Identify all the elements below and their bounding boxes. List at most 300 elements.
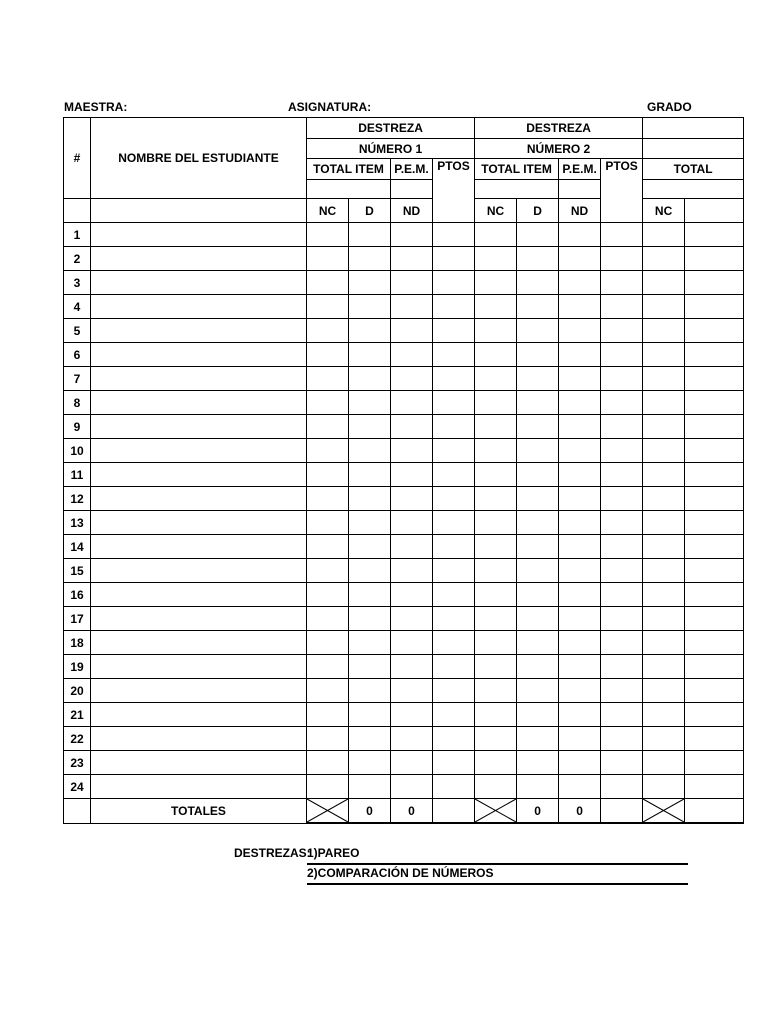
student-name-cell[interactable]: [91, 439, 307, 463]
score-cell[interactable]: [601, 487, 643, 511]
score-cell[interactable]: [307, 439, 349, 463]
score-cell[interactable]: [601, 751, 643, 775]
score-cell[interactable]: [349, 535, 391, 559]
score-cell[interactable]: [391, 607, 433, 631]
skill-2-pem-cell[interactable]: [559, 180, 601, 199]
score-cell[interactable]: [391, 439, 433, 463]
score-cell[interactable]: [559, 751, 601, 775]
score-cell[interactable]: [643, 319, 685, 343]
score-cell[interactable]: [475, 295, 517, 319]
score-cell[interactable]: [601, 463, 643, 487]
table-row: [64, 655, 744, 679]
score-cell[interactable]: [433, 463, 475, 487]
score-cell[interactable]: [307, 775, 349, 799]
score-cell[interactable]: [391, 655, 433, 679]
score-cell[interactable]: [685, 415, 744, 439]
score-cell[interactable]: [685, 727, 744, 751]
score-cell[interactable]: [601, 607, 643, 631]
score-cell[interactable]: [601, 535, 643, 559]
score-cell[interactable]: [517, 583, 559, 607]
score-cell[interactable]: [517, 391, 559, 415]
score-cell[interactable]: [643, 751, 685, 775]
score-cell[interactable]: [685, 223, 744, 247]
score-cell[interactable]: [685, 775, 744, 799]
skill-legend-item-2: 2)COMPARACIÓN DE NÚMEROS: [307, 864, 688, 885]
score-cell[interactable]: [685, 487, 744, 511]
score-cell[interactable]: [643, 583, 685, 607]
score-cell[interactable]: [643, 463, 685, 487]
score-cell[interactable]: [517, 271, 559, 295]
score-cell[interactable]: [685, 439, 744, 463]
score-cell[interactable]: [307, 535, 349, 559]
row-number: 4: [64, 295, 91, 319]
score-cell[interactable]: [433, 727, 475, 751]
grade-sheet: [63, 117, 713, 824]
score-cell[interactable]: [391, 295, 433, 319]
score-cell[interactable]: [559, 247, 601, 271]
score-cell[interactable]: [559, 535, 601, 559]
score-cell[interactable]: [391, 535, 433, 559]
score-cell[interactable]: [643, 343, 685, 367]
score-cell[interactable]: [433, 319, 475, 343]
score-cell[interactable]: [685, 463, 744, 487]
table-row: [64, 391, 744, 415]
score-cell[interactable]: [685, 703, 744, 727]
score-cell[interactable]: [349, 775, 391, 799]
score-cell[interactable]: [517, 727, 559, 751]
row-number: 1: [64, 223, 91, 247]
score-cell[interactable]: [601, 775, 643, 799]
score-cell[interactable]: [643, 487, 685, 511]
score-cell[interactable]: [685, 631, 744, 655]
score-cell[interactable]: [475, 343, 517, 367]
score-cell[interactable]: [601, 511, 643, 535]
score-cell[interactable]: [433, 295, 475, 319]
score-cell[interactable]: [391, 391, 433, 415]
score-cell[interactable]: [685, 679, 744, 703]
score-cell[interactable]: [475, 463, 517, 487]
score-cell[interactable]: [601, 295, 643, 319]
student-name-cell[interactable]: [91, 655, 307, 679]
score-cell[interactable]: [559, 343, 601, 367]
score-cell[interactable]: [559, 415, 601, 439]
score-cell[interactable]: [517, 511, 559, 535]
score-cell[interactable]: [307, 271, 349, 295]
score-cell[interactable]: [433, 559, 475, 583]
score-cell[interactable]: [391, 679, 433, 703]
student-name-cell[interactable]: [91, 535, 307, 559]
row-number: 11: [64, 463, 91, 487]
score-cell[interactable]: [685, 247, 744, 271]
student-name-cell[interactable]: [91, 271, 307, 295]
score-cell[interactable]: [601, 439, 643, 463]
score-cell[interactable]: [349, 415, 391, 439]
score-cell[interactable]: [517, 343, 559, 367]
score-cell[interactable]: [349, 631, 391, 655]
score-cell[interactable]: [475, 319, 517, 343]
score-cell[interactable]: [349, 223, 391, 247]
student-grade-table: [63, 117, 744, 824]
score-cell[interactable]: [433, 655, 475, 679]
score-cell[interactable]: [559, 775, 601, 799]
score-cell[interactable]: [475, 535, 517, 559]
score-cell[interactable]: [433, 271, 475, 295]
score-cell[interactable]: [307, 751, 349, 775]
student-name-cell[interactable]: [91, 631, 307, 655]
score-cell[interactable]: [475, 775, 517, 799]
score-cell[interactable]: [559, 391, 601, 415]
student-name-cell[interactable]: [91, 319, 307, 343]
score-cell[interactable]: [475, 751, 517, 775]
score-cell[interactable]: [475, 391, 517, 415]
score-cell[interactable]: [559, 607, 601, 631]
student-name-cell[interactable]: [91, 511, 307, 535]
score-cell[interactable]: [391, 343, 433, 367]
score-cell[interactable]: [601, 703, 643, 727]
score-cell[interactable]: [391, 631, 433, 655]
score-cell[interactable]: [391, 727, 433, 751]
table-row: [64, 511, 744, 535]
skill-2-total-item-cell[interactable]: [475, 180, 559, 199]
score-cell[interactable]: [601, 271, 643, 295]
row-number: 2: [64, 247, 91, 271]
skills-legend-label: DESTREZAS:: [234, 846, 311, 860]
score-cell[interactable]: [433, 631, 475, 655]
row-number: 24: [64, 775, 91, 799]
score-cell[interactable]: [391, 775, 433, 799]
score-cell[interactable]: [601, 679, 643, 703]
score-cell[interactable]: [391, 583, 433, 607]
score-cell[interactable]: [601, 415, 643, 439]
score-cell[interactable]: [349, 583, 391, 607]
skill-1-total-item: TOTAL ITEM: [307, 159, 391, 180]
score-cell[interactable]: [433, 703, 475, 727]
score-cell[interactable]: [601, 319, 643, 343]
score-cell[interactable]: [517, 487, 559, 511]
score-cell[interactable]: [559, 223, 601, 247]
score-cell[interactable]: [307, 391, 349, 415]
score-cell[interactable]: [559, 367, 601, 391]
score-cell[interactable]: [643, 727, 685, 751]
score-cell[interactable]: [475, 631, 517, 655]
score-cell[interactable]: [559, 463, 601, 487]
student-name-cell[interactable]: [91, 751, 307, 775]
totals-skill-1-d: 0: [349, 799, 391, 824]
maestra-label: MAESTRA:: [64, 100, 128, 114]
score-cell[interactable]: [643, 703, 685, 727]
score-cell[interactable]: [601, 727, 643, 751]
score-cell[interactable]: [517, 319, 559, 343]
score-cell[interactable]: [517, 535, 559, 559]
score-cell[interactable]: [517, 751, 559, 775]
score-cell[interactable]: [643, 607, 685, 631]
score-cell[interactable]: [475, 487, 517, 511]
score-cell[interactable]: [475, 511, 517, 535]
row-number: 16: [64, 583, 91, 607]
score-cell[interactable]: [433, 511, 475, 535]
score-cell[interactable]: [433, 583, 475, 607]
score-cell[interactable]: [391, 415, 433, 439]
student-name-cell[interactable]: [91, 223, 307, 247]
score-cell[interactable]: [391, 511, 433, 535]
score-cell[interactable]: [517, 439, 559, 463]
score-cell[interactable]: [349, 607, 391, 631]
skill-3-total: TOTAL: [643, 159, 744, 180]
skill-3-d-blank: [685, 199, 744, 223]
score-cell[interactable]: [517, 703, 559, 727]
score-cell[interactable]: [307, 415, 349, 439]
score-cell[interactable]: [349, 367, 391, 391]
score-cell[interactable]: [643, 247, 685, 271]
score-cell[interactable]: [643, 655, 685, 679]
score-cell[interactable]: [475, 367, 517, 391]
score-cell[interactable]: [517, 295, 559, 319]
score-cell[interactable]: [559, 655, 601, 679]
student-name-cell[interactable]: [91, 727, 307, 751]
score-cell[interactable]: [643, 559, 685, 583]
skill-2-d: D: [517, 199, 559, 223]
score-cell[interactable]: [349, 319, 391, 343]
score-cell[interactable]: [349, 751, 391, 775]
score-cell[interactable]: [517, 247, 559, 271]
score-cell[interactable]: [349, 391, 391, 415]
score-cell[interactable]: [559, 679, 601, 703]
score-cell[interactable]: [601, 391, 643, 415]
score-cell[interactable]: [643, 391, 685, 415]
student-name-cell[interactable]: [91, 463, 307, 487]
score-cell[interactable]: [601, 343, 643, 367]
score-cell[interactable]: [433, 247, 475, 271]
score-cell[interactable]: [391, 319, 433, 343]
student-name-cell[interactable]: [91, 343, 307, 367]
score-cell[interactable]: [475, 655, 517, 679]
score-cell[interactable]: [643, 775, 685, 799]
score-cell[interactable]: [391, 751, 433, 775]
score-cell[interactable]: [643, 271, 685, 295]
score-cell[interactable]: [601, 367, 643, 391]
score-cell[interactable]: [433, 607, 475, 631]
score-cell[interactable]: [601, 247, 643, 271]
score-cell[interactable]: [685, 583, 744, 607]
score-cell[interactable]: [391, 247, 433, 271]
student-name-cell[interactable]: [91, 775, 307, 799]
skill-legend-item-1: 1)PAREO: [307, 844, 688, 865]
score-cell[interactable]: [475, 607, 517, 631]
score-cell[interactable]: [349, 463, 391, 487]
score-cell[interactable]: [517, 775, 559, 799]
score-cell[interactable]: [475, 727, 517, 751]
score-cell[interactable]: [307, 295, 349, 319]
student-name-cell[interactable]: [91, 679, 307, 703]
score-cell[interactable]: [307, 367, 349, 391]
table-row: [64, 415, 744, 439]
score-cell[interactable]: [391, 487, 433, 511]
score-cell[interactable]: [349, 727, 391, 751]
score-cell[interactable]: [517, 367, 559, 391]
score-cell[interactable]: [643, 415, 685, 439]
skill-3-subtitle-blank: [643, 139, 744, 159]
score-cell[interactable]: [559, 583, 601, 607]
score-cell[interactable]: [307, 583, 349, 607]
skill-3-total-cell[interactable]: [643, 180, 744, 199]
score-cell[interactable]: [475, 247, 517, 271]
score-cell[interactable]: [643, 295, 685, 319]
score-cell[interactable]: [643, 535, 685, 559]
score-cell[interactable]: [685, 535, 744, 559]
score-cell[interactable]: [433, 415, 475, 439]
score-cell[interactable]: [391, 559, 433, 583]
score-cell[interactable]: [559, 319, 601, 343]
score-cell[interactable]: [601, 559, 643, 583]
score-cell[interactable]: [601, 655, 643, 679]
score-cell[interactable]: [517, 679, 559, 703]
score-cell[interactable]: [601, 631, 643, 655]
student-name-cell[interactable]: [91, 415, 307, 439]
score-cell[interactable]: [685, 559, 744, 583]
score-cell[interactable]: [601, 583, 643, 607]
score-cell[interactable]: [559, 703, 601, 727]
score-cell[interactable]: [349, 703, 391, 727]
score-cell[interactable]: [433, 751, 475, 775]
score-cell[interactable]: [307, 703, 349, 727]
student-name-cell[interactable]: [91, 607, 307, 631]
skill-1-total-item-cell[interactable]: [307, 180, 391, 199]
score-cell[interactable]: [517, 223, 559, 247]
name-header-spacer: [91, 199, 307, 223]
score-cell[interactable]: [433, 679, 475, 703]
skill-2-title: DESTREZA: [475, 118, 643, 139]
score-cell[interactable]: [349, 343, 391, 367]
score-cell[interactable]: [475, 415, 517, 439]
skill-1-ptos: PTOS: [433, 159, 475, 223]
score-cell[interactable]: [475, 223, 517, 247]
score-cell[interactable]: [517, 415, 559, 439]
score-cell[interactable]: [307, 487, 349, 511]
student-name-cell[interactable]: [91, 391, 307, 415]
score-cell[interactable]: [559, 559, 601, 583]
asignatura-label: ASIGNATURA:: [288, 100, 372, 114]
score-cell[interactable]: [307, 343, 349, 367]
score-cell[interactable]: [433, 775, 475, 799]
student-name-cell[interactable]: [91, 247, 307, 271]
row-number: 18: [64, 631, 91, 655]
score-cell[interactable]: [685, 343, 744, 367]
row-number: 23: [64, 751, 91, 775]
score-cell[interactable]: [391, 703, 433, 727]
student-name-cell[interactable]: [91, 367, 307, 391]
score-cell[interactable]: [307, 223, 349, 247]
score-cell[interactable]: [349, 271, 391, 295]
score-cell[interactable]: [475, 703, 517, 727]
row-number: 12: [64, 487, 91, 511]
score-cell[interactable]: [685, 271, 744, 295]
score-cell[interactable]: [307, 463, 349, 487]
score-cell[interactable]: [433, 367, 475, 391]
score-cell[interactable]: [391, 367, 433, 391]
score-cell[interactable]: [559, 271, 601, 295]
score-cell[interactable]: [349, 655, 391, 679]
score-cell[interactable]: [349, 487, 391, 511]
student-name-cell[interactable]: [91, 703, 307, 727]
score-cell[interactable]: [433, 535, 475, 559]
score-cell[interactable]: [685, 295, 744, 319]
score-cell[interactable]: [559, 727, 601, 751]
score-cell[interactable]: [475, 271, 517, 295]
score-cell[interactable]: [391, 463, 433, 487]
score-cell[interactable]: [517, 655, 559, 679]
score-cell[interactable]: [307, 679, 349, 703]
score-cell[interactable]: [559, 487, 601, 511]
skill-1-pem-cell[interactable]: [391, 180, 433, 199]
score-cell[interactable]: [643, 679, 685, 703]
score-cell[interactable]: [559, 511, 601, 535]
score-cell[interactable]: [307, 559, 349, 583]
score-cell[interactable]: [685, 655, 744, 679]
score-cell[interactable]: [685, 319, 744, 343]
score-cell[interactable]: [475, 679, 517, 703]
totals-skill-1-nc: [307, 799, 349, 824]
score-cell[interactable]: [685, 511, 744, 535]
score-cell[interactable]: [349, 295, 391, 319]
score-cell[interactable]: [559, 631, 601, 655]
score-cell[interactable]: [475, 559, 517, 583]
table-row: [64, 367, 744, 391]
score-cell[interactable]: [307, 727, 349, 751]
score-cell[interactable]: [307, 607, 349, 631]
score-cell[interactable]: [391, 223, 433, 247]
score-cell[interactable]: [307, 511, 349, 535]
score-cell[interactable]: [307, 655, 349, 679]
score-cell[interactable]: [349, 439, 391, 463]
score-cell[interactable]: [307, 247, 349, 271]
score-cell[interactable]: [643, 511, 685, 535]
score-cell[interactable]: [559, 295, 601, 319]
score-cell[interactable]: [349, 247, 391, 271]
score-cell[interactable]: [433, 391, 475, 415]
score-cell[interactable]: [433, 343, 475, 367]
score-cell[interactable]: [475, 439, 517, 463]
score-cell[interactable]: [475, 583, 517, 607]
score-cell[interactable]: [349, 679, 391, 703]
score-cell[interactable]: [391, 271, 433, 295]
score-cell[interactable]: [685, 367, 744, 391]
score-cell[interactable]: [601, 223, 643, 247]
student-name-cell[interactable]: [91, 583, 307, 607]
score-cell[interactable]: [643, 631, 685, 655]
score-cell[interactable]: [349, 511, 391, 535]
student-name-cell[interactable]: [91, 295, 307, 319]
score-cell[interactable]: [643, 367, 685, 391]
student-name-cell[interactable]: [91, 487, 307, 511]
score-cell[interactable]: [685, 607, 744, 631]
score-cell[interactable]: [517, 559, 559, 583]
score-cell[interactable]: [517, 631, 559, 655]
score-cell[interactable]: [307, 319, 349, 343]
score-cell[interactable]: [433, 223, 475, 247]
score-cell[interactable]: [685, 751, 744, 775]
score-cell[interactable]: [433, 487, 475, 511]
student-name-cell[interactable]: [91, 559, 307, 583]
score-cell[interactable]: [349, 559, 391, 583]
score-cell[interactable]: [517, 463, 559, 487]
score-cell[interactable]: [307, 631, 349, 655]
score-cell[interactable]: [433, 439, 475, 463]
score-cell[interactable]: [559, 439, 601, 463]
score-cell[interactable]: [643, 439, 685, 463]
score-cell[interactable]: [685, 391, 744, 415]
score-cell[interactable]: [517, 607, 559, 631]
score-cell[interactable]: [643, 223, 685, 247]
